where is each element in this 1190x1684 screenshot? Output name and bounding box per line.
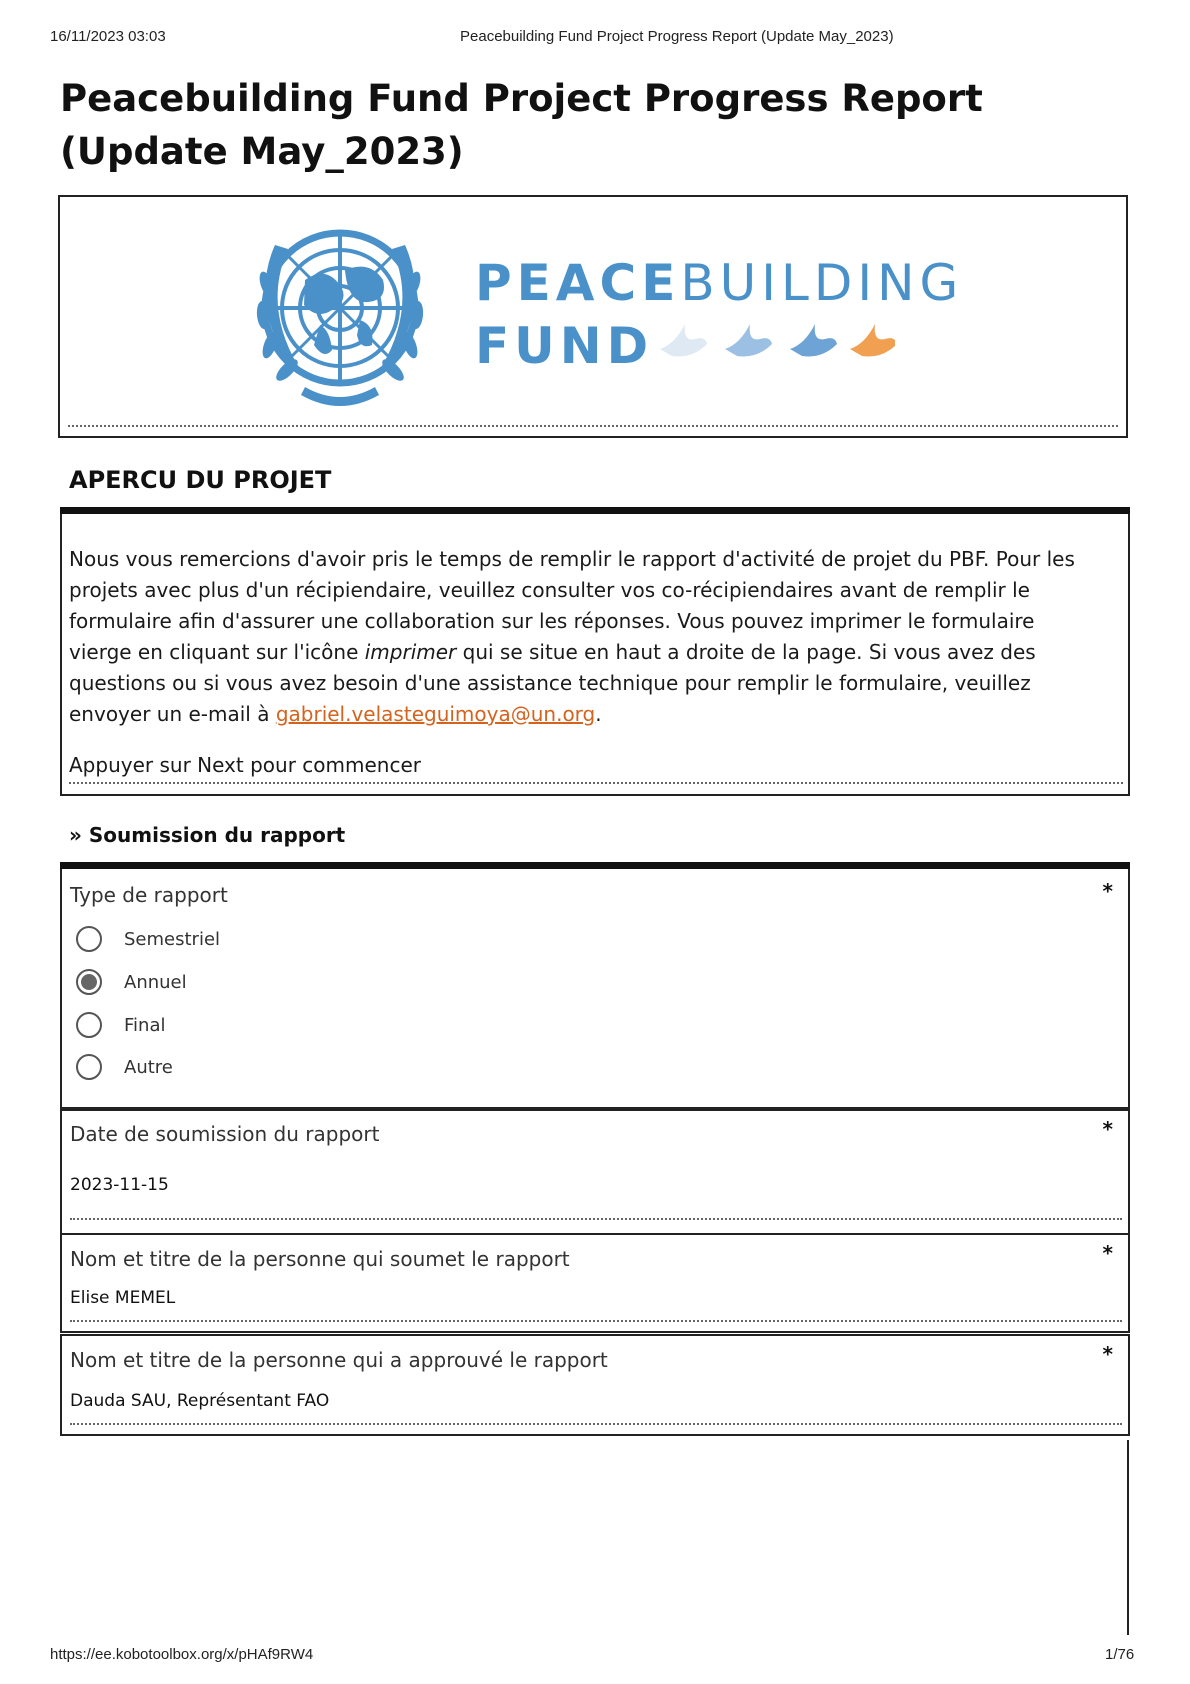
overview-rule — [60, 507, 1130, 514]
submitter-label: Nom et titre de la personne qui soumet le rapport — [70, 1247, 570, 1271]
radio-label: Final — [124, 1014, 166, 1036]
radio-option-annuel[interactable] — [76, 967, 187, 997]
doves-icon — [655, 319, 895, 369]
print-footer-url: https://ee.kobotoolbox.org/x/pHAf9RW4 — [50, 1646, 314, 1663]
overview-heading: APERCU DU PROJET — [69, 466, 332, 494]
intro-text-part2: qui se situe en haut a droite de la page. Si vous avez des questions ou si vous avez besoin d'une assistance technique pour remplir le formulaire, veuillez envoyer un e-mail à — [69, 640, 1036, 726]
print-doc-title: Peacebuilding Fund Project Progress Report (Update May_2023) — [460, 28, 894, 45]
logo-word-fund: FUND — [475, 317, 654, 375]
un-emblem-icon — [225, 215, 455, 415]
next-hint: Appuyer sur Next pour commencer — [69, 753, 421, 777]
report-type-label: Type de rapport — [70, 883, 228, 907]
submitter-value[interactable]: Elise MEMEL — [70, 1288, 176, 1308]
radio-button[interactable] — [76, 1012, 102, 1038]
submission-date-label: Date de soumission du rapport — [70, 1122, 380, 1146]
approver-label: Nom et titre de la personne qui a approuvé le rapport — [70, 1348, 608, 1372]
page-title: Peacebuilding Fund Project Progress Report (Update May_2023) — [60, 77, 983, 173]
print-footer-page: 1/76 — [1105, 1646, 1135, 1663]
logo-panel — [58, 195, 1128, 438]
date-field-underline — [70, 1218, 1122, 1220]
submitter-field-underline — [70, 1320, 1122, 1322]
radio-option-semestriel[interactable] — [76, 924, 220, 954]
page-edge-line — [1127, 1440, 1129, 1635]
radio-option-final[interactable] — [76, 1010, 165, 1040]
contact-email-link[interactable]: gabriel.velasteguimoya@un.org — [275, 702, 596, 726]
overview-intro — [69, 544, 1079, 730]
submission-date-value[interactable]: 2023-11-15 — [70, 1175, 169, 1195]
submission-rule — [60, 862, 1130, 869]
radio-option-autre[interactable] — [76, 1052, 173, 1082]
required-marker: * — [1102, 1117, 1113, 1141]
intro-emphasis: imprimer — [364, 640, 457, 664]
approver-field-underline — [70, 1423, 1122, 1425]
submission-heading: » Soumission du rapport — [69, 823, 346, 847]
intro-text-end: . — [595, 702, 602, 726]
logo-word-building: BUILDING — [680, 254, 964, 312]
radio-button[interactable] — [76, 926, 102, 952]
required-marker: * — [1102, 1241, 1113, 1265]
print-datetime: 16/11/2023 03:03 — [50, 28, 166, 45]
intro-text-part1: Nous vous remercions d'avoir pris le temps de remplir le rapport d'activité de projet du PBF. Pour les projets avec plus d'un récipiendaire, veuillez consulter vos co-récipiendaires avant de remplir le formulaire afin d'assurer une collaboration sur les réponses. Vous pouvez imprimer le formulaire vierge en cliquant sur l'icône — [69, 547, 1075, 664]
logo-wordmark-line1 — [475, 255, 963, 311]
logo-word-peace: PEACE — [475, 254, 681, 312]
radio-button[interactable] — [76, 1054, 102, 1080]
approver-value[interactable]: Dauda SAU, Représentant FAO — [70, 1391, 330, 1411]
required-marker: * — [1102, 879, 1113, 903]
logo-divider — [68, 425, 1118, 427]
radio-selected-dot — [81, 974, 97, 990]
overview-divider — [69, 782, 1123, 784]
radio-label: Semestriel — [124, 928, 221, 950]
radio-label: Annuel — [124, 971, 187, 993]
radio-button-selected[interactable] — [76, 969, 102, 995]
radio-label: Autre — [124, 1056, 173, 1078]
required-marker: * — [1102, 1342, 1113, 1366]
